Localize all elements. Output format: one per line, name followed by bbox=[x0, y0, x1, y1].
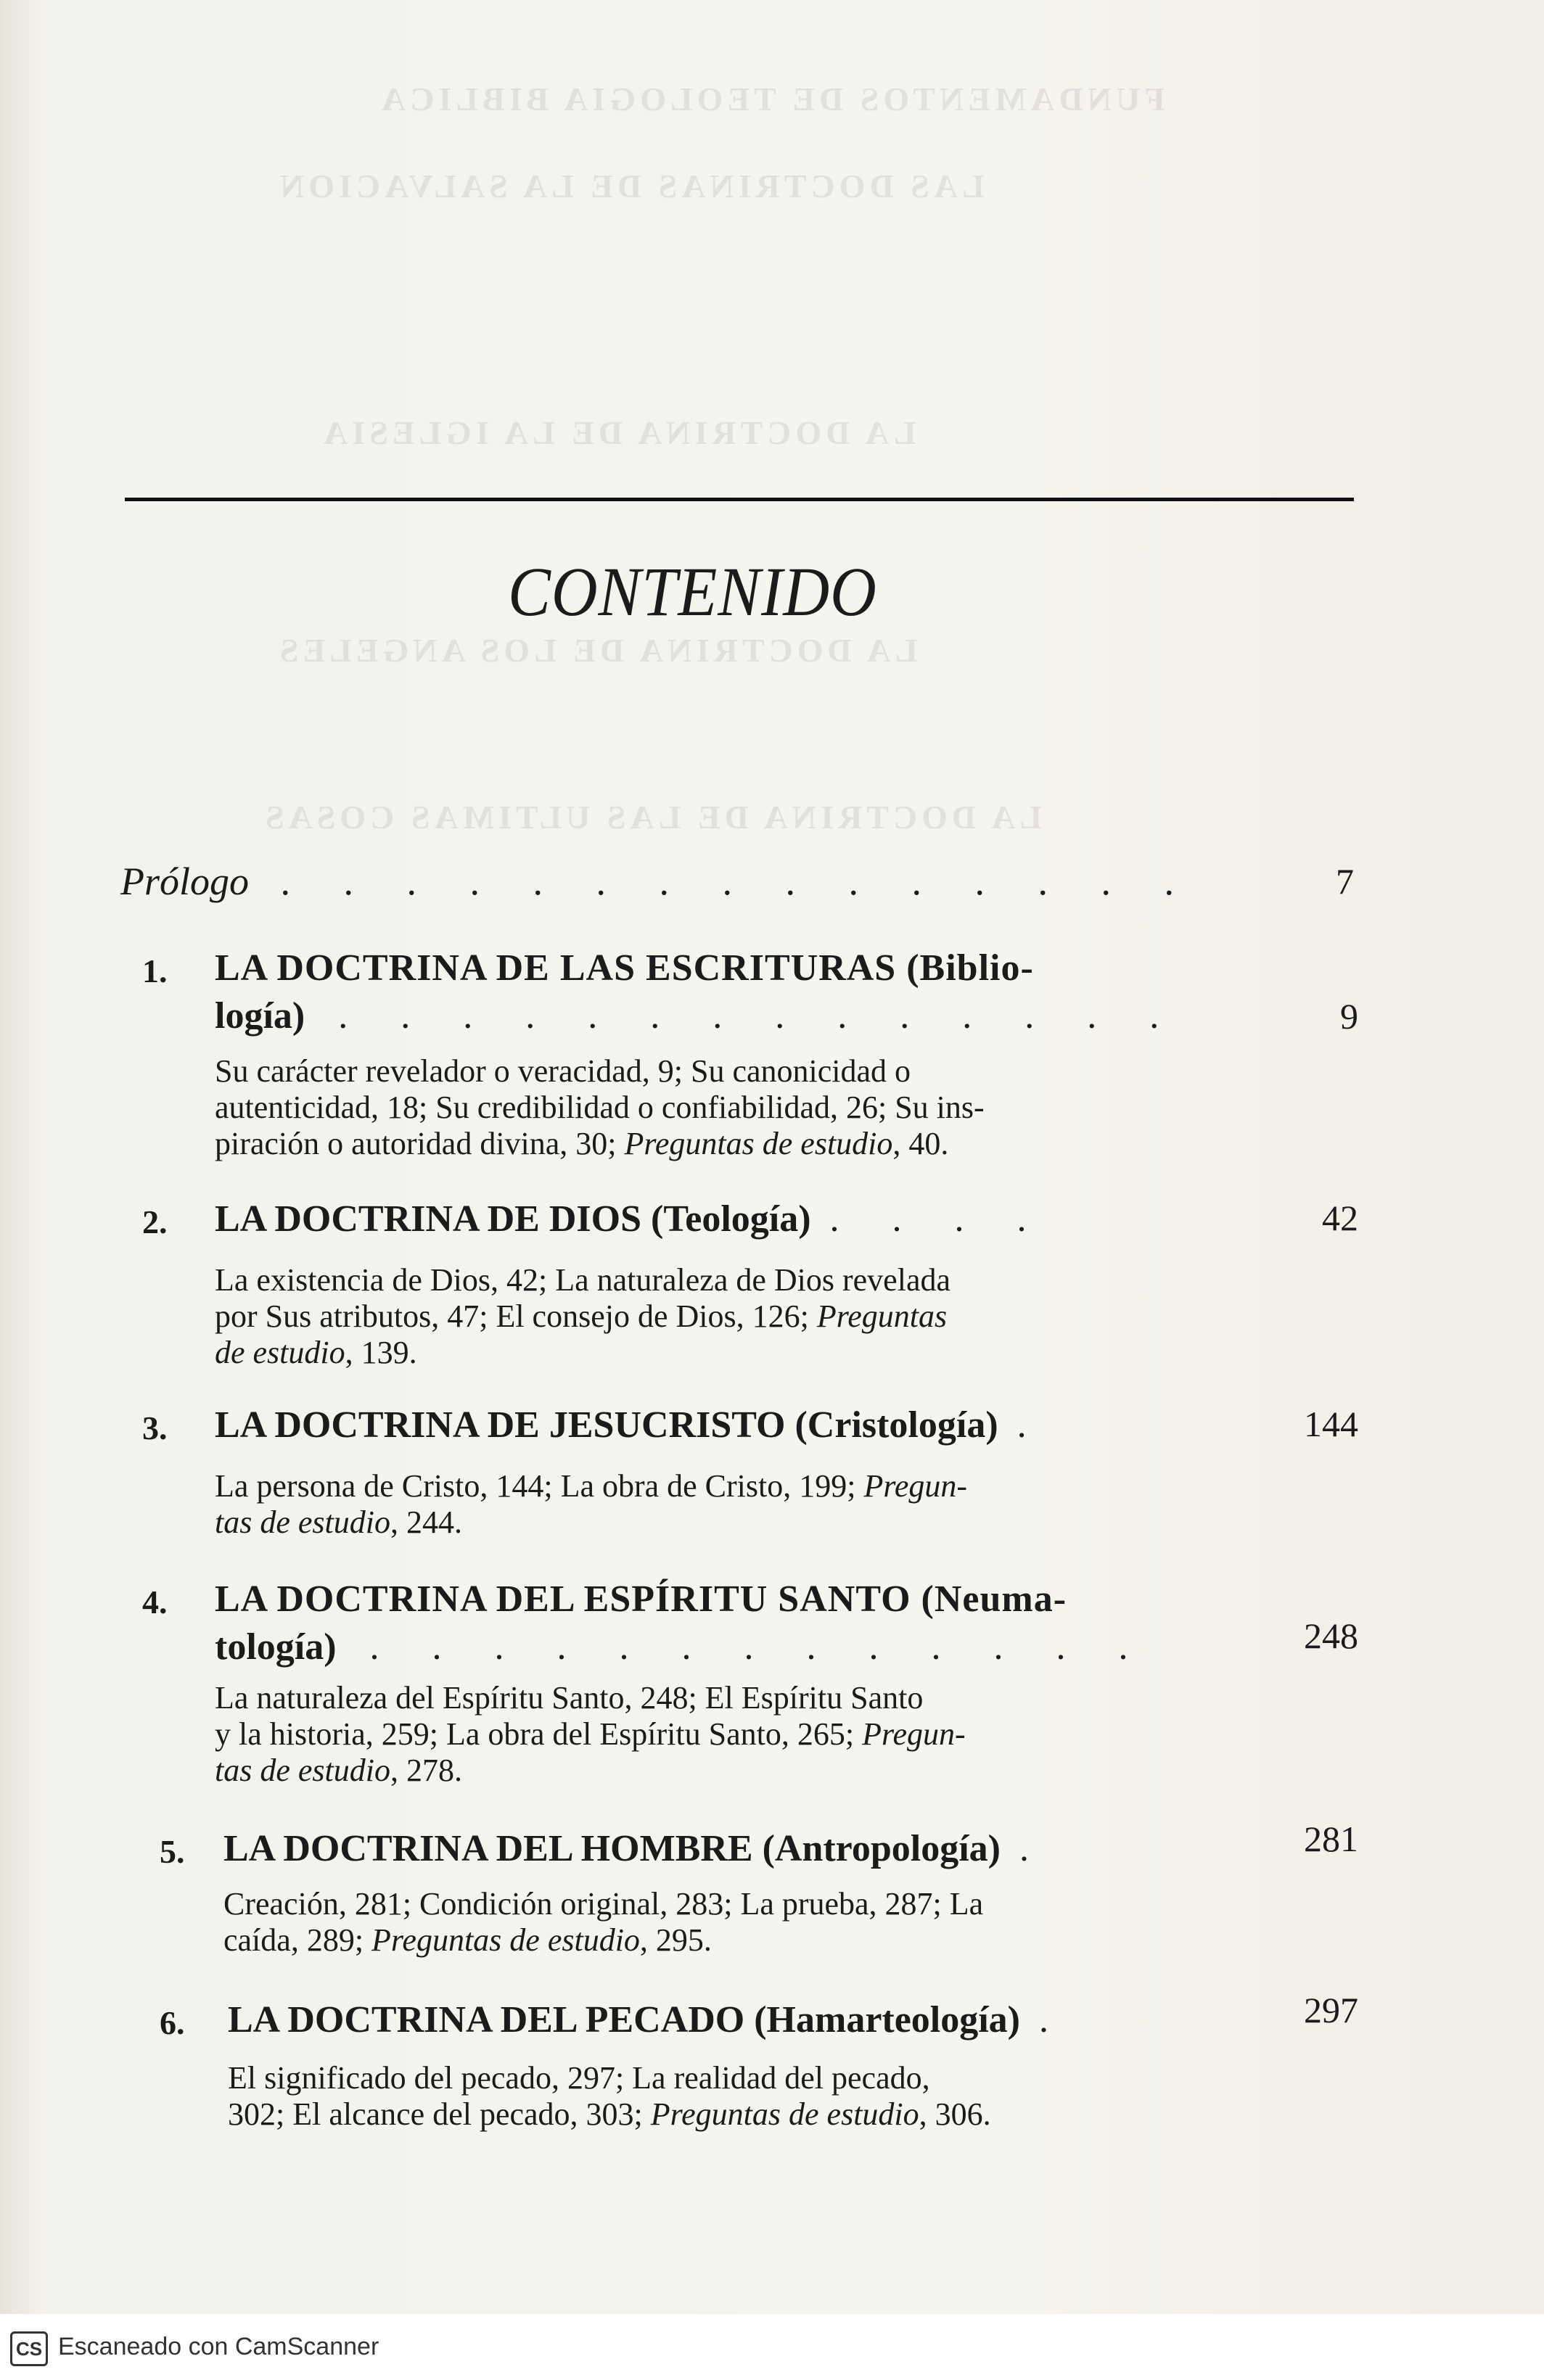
camscanner-logo-icon: CS bbox=[10, 2331, 48, 2366]
bleed-through-text: FUNDAMENTOS DE TEOLOGIA BIBLICA bbox=[377, 81, 1165, 118]
leader-dots: . bbox=[1017, 1404, 1048, 1446]
chapter-number: 6. bbox=[160, 2004, 185, 2041]
chapter-description: La naturaleza del Espíritu Santo, 248; El Espíritu Santo y la historia, 259; La obra del Espíritu Santo, 265; Pregun- tas de estudio, 278. bbox=[215, 1680, 966, 1788]
chapter-number: 2. bbox=[142, 1203, 168, 1240]
chapter-description: Creación, 281; Condición original, 283; La prueba, 287; La caída, 289; Preguntas de estudio, 295. bbox=[223, 1886, 984, 1958]
chapter-description: Su carácter revelador o veracidad, 9; Su canonicidad o autenticidad, 18; Su credibilidad o confiabilidad, 26; Su ins- piración o autoridad divina, 30; Preguntas de estudio, 40. bbox=[215, 1053, 985, 1161]
chapter-heading: LA DOCTRINA DE DIOS (Teología) . . . . bbox=[215, 1198, 1048, 1240]
leader-dots: . . . . . . . . . . . . . . bbox=[338, 995, 1181, 1037]
chapter-heading: LA DOCTRINA DE LAS ESCRITURAS (Biblio- logía) . . . . . . . . . . . . . . bbox=[215, 947, 1181, 1037]
leader-dots: . . . . . . . . . . . . . bbox=[369, 1626, 1150, 1668]
bleed-through-text: LA DOCTRINA DE LA IGLESIA bbox=[319, 414, 916, 451]
scanner-footer bbox=[0, 2314, 1544, 2380]
page-number: 248 bbox=[1304, 1615, 1358, 1656]
chapter-heading: LA DOCTRINA DEL ESPÍRITU SANTO (Neuma- tología) . . . . . . . . . . . . . bbox=[215, 1578, 1150, 1668]
toc-entry-prologo bbox=[120, 859, 1354, 904]
chapter-description: El significado del pecado, 297; La realidad del pecado, 302; El alcance del pecado, 303; Preguntas de estudio, 306. bbox=[228, 2060, 991, 2132]
chapter-number: 3. bbox=[142, 1409, 168, 1446]
chapter-number: 1. bbox=[142, 952, 168, 989]
chapter-number: 5. bbox=[160, 1833, 185, 1870]
chapter-heading: LA DOCTRINA DE JESUCRISTO (Cristología) . bbox=[215, 1404, 1048, 1446]
page-number: 144 bbox=[1304, 1404, 1358, 1444]
scanner-watermark-text: Escaneado con CamScanner bbox=[58, 2333, 379, 2360]
page-title: CONTENIDO bbox=[508, 553, 877, 630]
bleed-through-text: LA DOCTRINA DE LAS ULTIMAS COSAS bbox=[261, 799, 1043, 836]
prologo-label: Prólogo bbox=[120, 860, 250, 903]
page-number: 9 bbox=[1340, 996, 1358, 1037]
bleed-through-text: LA DOCTRINA DE LOS ANGELES bbox=[276, 632, 918, 669]
chapter-heading: LA DOCTRINA DEL HOMBRE (Antropología) . bbox=[223, 1828, 1051, 1869]
leader-dots: . bbox=[1039, 1999, 1070, 2041]
bleed-through-text: LAS DOCTRINAS DE LA SALVACION bbox=[276, 168, 985, 205]
chapter-number: 4. bbox=[142, 1584, 168, 1621]
chapter-description: La persona de Cristo, 144; La obra de Cristo, 199; Pregun- tas de estudio, 244. bbox=[215, 1468, 968, 1540]
chapter-heading: LA DOCTRINA DEL PECADO (Hamarteología) . bbox=[228, 1999, 1070, 2041]
chapter-description: La existencia de Dios, 42; La naturaleza de Dios revelada por Sus atributos, 47; El consejo de Dios, 126; Preguntas de estudio, 139. bbox=[215, 1262, 950, 1370]
leader-dots: . bbox=[1019, 1828, 1051, 1869]
leader-dots: . . . . bbox=[829, 1198, 1048, 1240]
title-rule bbox=[125, 498, 1354, 501]
page-number: 42 bbox=[1322, 1198, 1358, 1238]
page-number: 281 bbox=[1304, 1819, 1358, 1859]
leader-dots: . . . . . . . . . . . . . . . bbox=[280, 860, 1196, 903]
page-number: 297 bbox=[1304, 1990, 1358, 2030]
page-number: 7 bbox=[1336, 861, 1354, 902]
